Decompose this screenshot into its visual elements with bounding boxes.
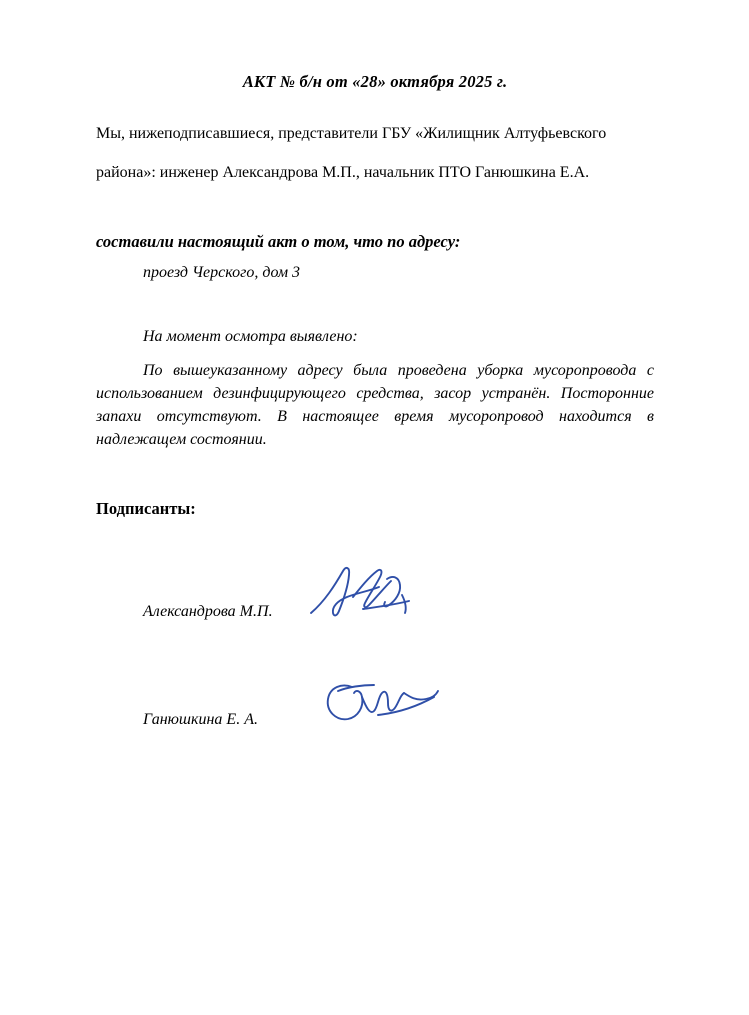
statement-heading: составили настоящий акт о том, что по адресу: bbox=[96, 232, 461, 252]
inspection-heading: На момент осмотра выявлено: bbox=[143, 328, 358, 346]
signature-row bbox=[96, 555, 654, 641]
intro-paragraph: Мы, нижеподписавшиеся, представители ГБУ «Жилищник Алтуфьевского района»: инженер Александрова М.П., начальник ПТО Ганюшкина Е.А. bbox=[96, 125, 607, 182]
document-content bbox=[96, 0, 654, 749]
findings-paragraph: По вышеуказанному адресу была проведена уборка мусоропровода с использованием дезинфицирующего средства, засор устранён. Посторонние запахи отсутствуют. В настоящее время мусоропровод находится в надлежащем состоянии. bbox=[96, 362, 654, 448]
signature-row bbox=[96, 663, 654, 749]
document-title: АКТ № б/н от «28» октября 2025 г. bbox=[242, 72, 508, 91]
signer-name: Ганюшкина Е. А. bbox=[143, 711, 258, 729]
signature-aleksandrova-icon bbox=[303, 557, 425, 633]
signers-heading: Подписанты: bbox=[96, 499, 196, 519]
signature-ganyushkina-icon bbox=[318, 671, 443, 737]
signer-name: Александрова М.П. bbox=[143, 603, 273, 621]
address-line: проезд Черского, дом 3 bbox=[143, 264, 301, 282]
